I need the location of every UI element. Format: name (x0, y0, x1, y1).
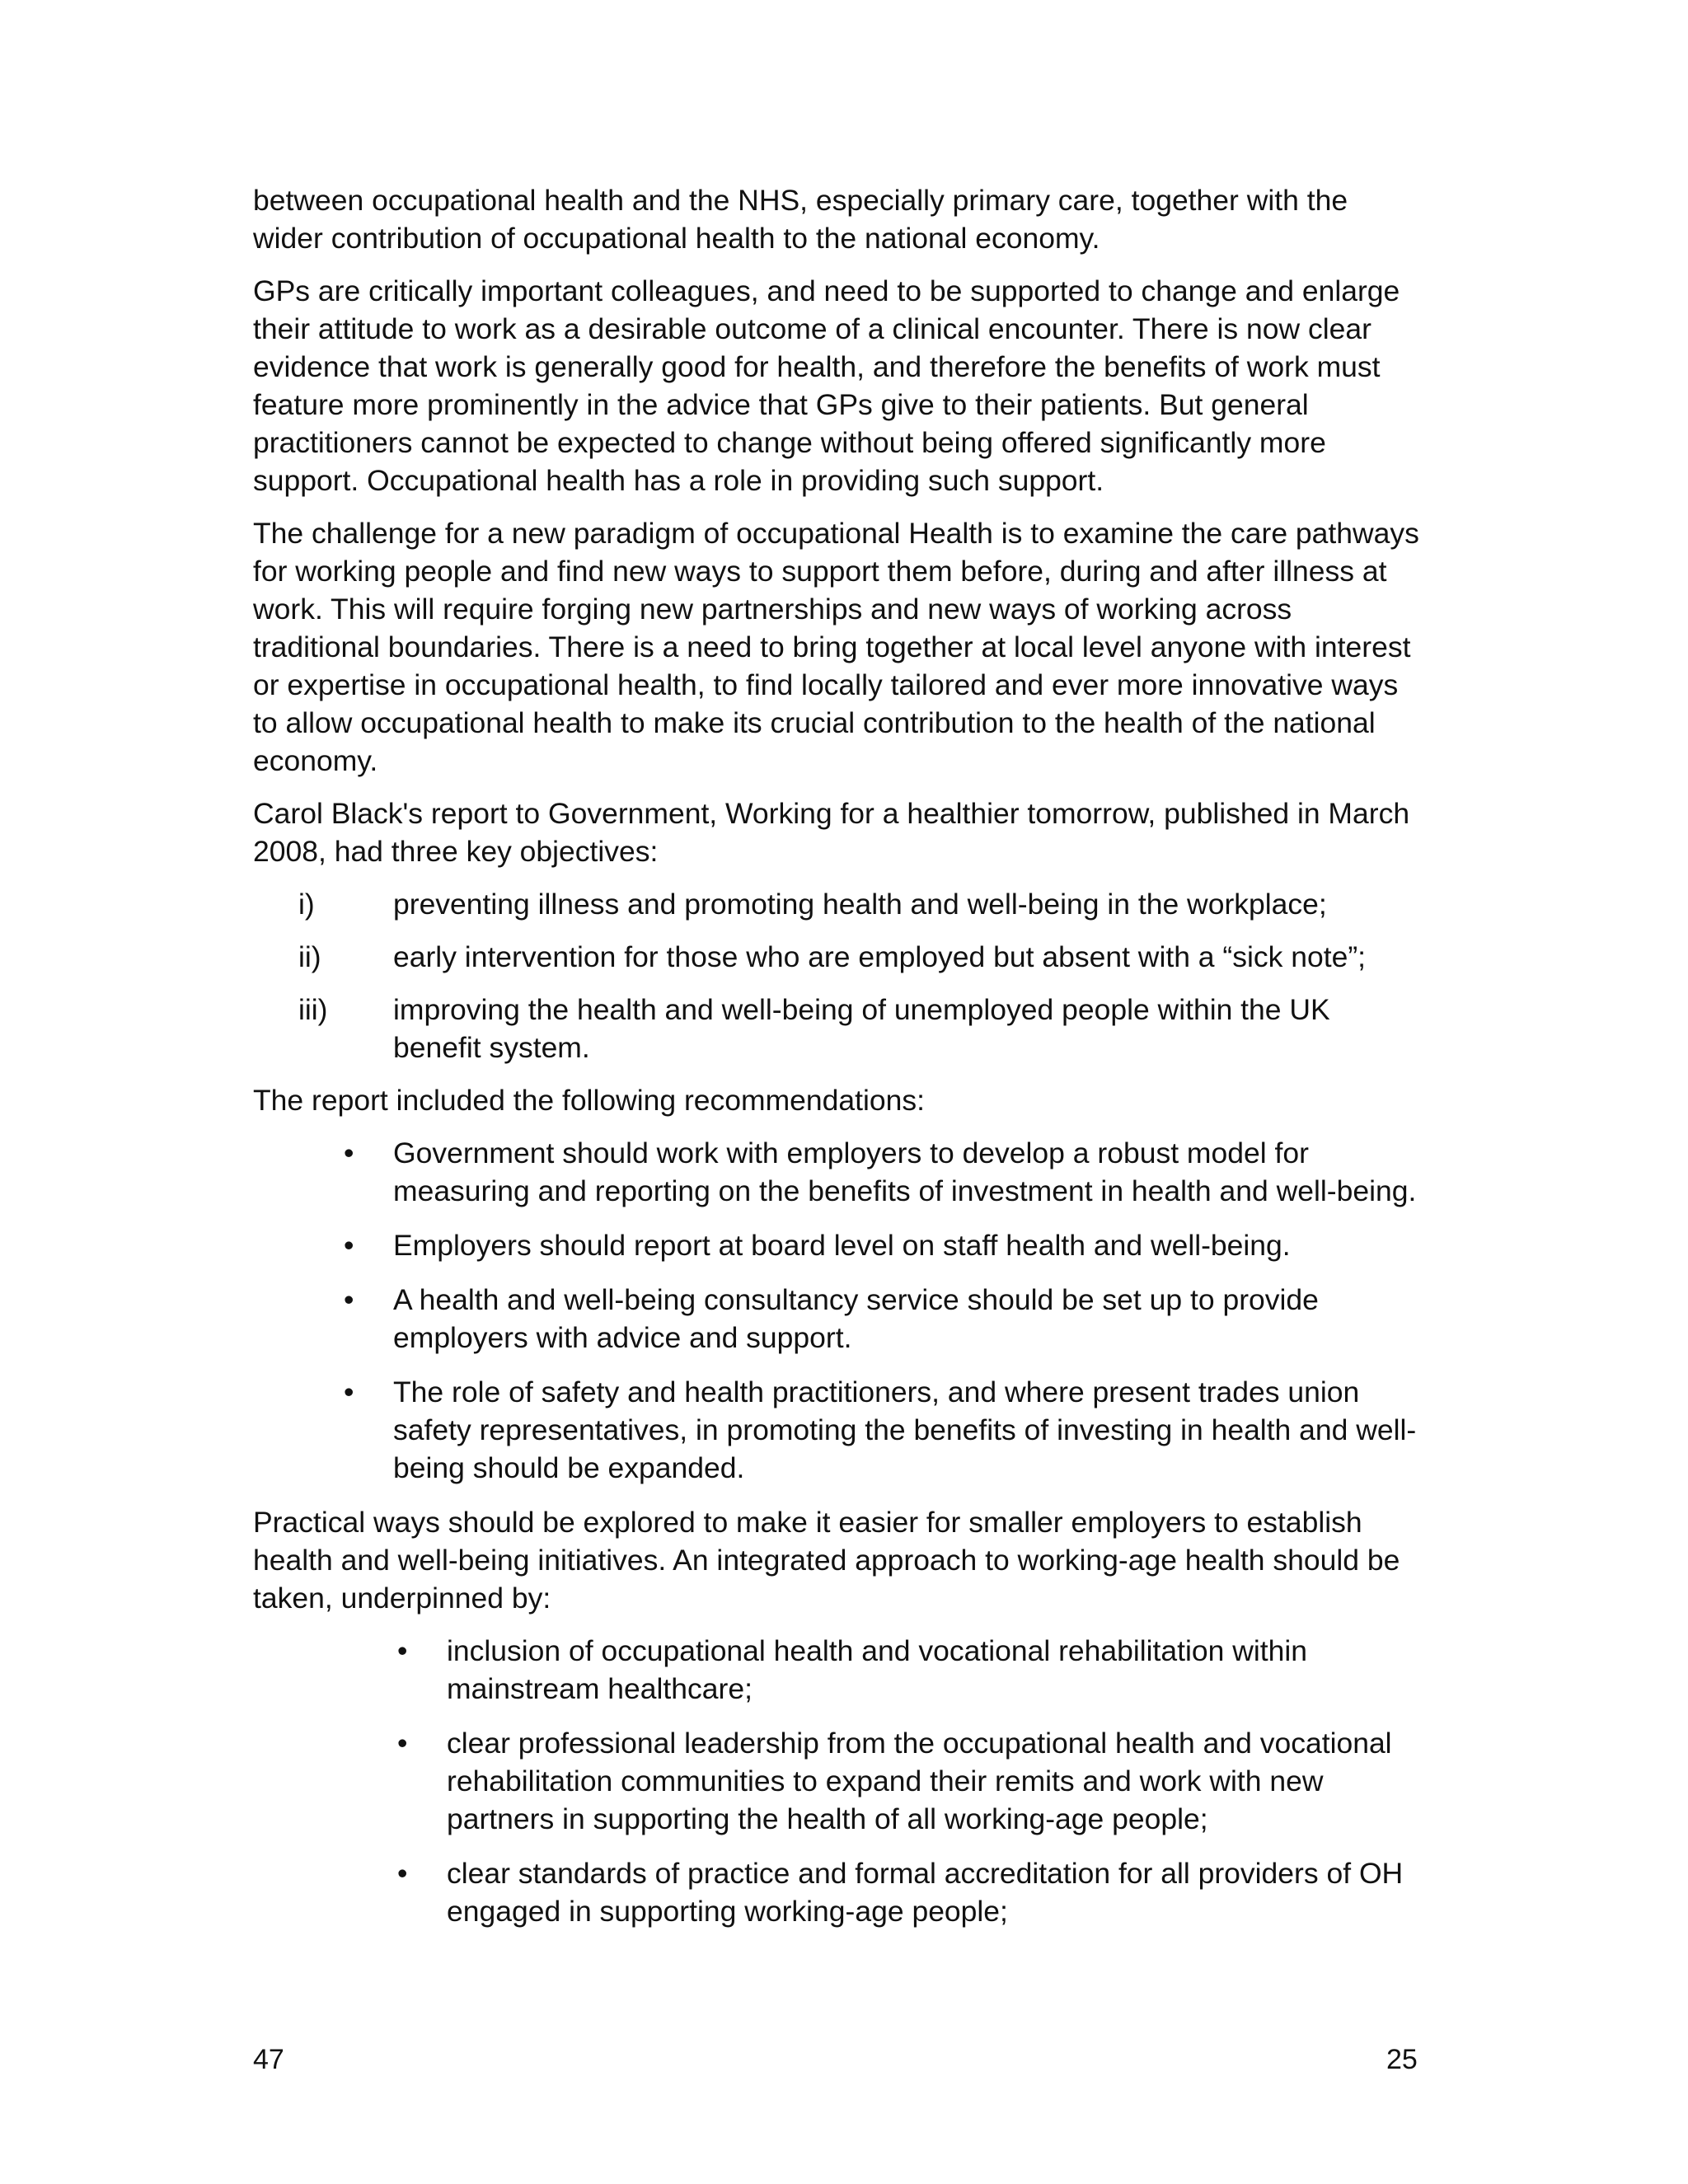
bullet-icon: • (397, 1727, 408, 1760)
list-item (397, 1854, 1423, 1930)
list-item-text: Government should work with employers to develop a robust model for measuring and reporting on the benefits of investment in health and well-being. (393, 1137, 1417, 1207)
document-body (253, 181, 1423, 1947)
recommendations-intro: The report included the following recommendations: (253, 1084, 925, 1117)
underpinned-list (253, 1632, 1423, 1930)
list-item-text: inclusion of occupational health and vocational rehabilitation within mainstream healthcare; (447, 1634, 1307, 1705)
paragraph-challenge: The challenge for a new paradigm of occupational Health is to examine the care pathways for working people and find new ways to support them before, during and after illness at work. This will require forging new partnerships and new ways of working across traditional boundaries. There is a need to bring together at local level anyone with interest or expertise in occupational health, to find locally tailored and ever more innovative ways to allow occupational health to make its crucial contribution to the health of the national economy. (253, 517, 1419, 777)
footer-page-number-right: 25 (1386, 2044, 1418, 2075)
list-item (344, 1281, 1423, 1357)
list-item (253, 991, 1423, 1066)
list-item (344, 1226, 1423, 1264)
paragraph-gps: GPs are critically important colleagues, and need to be supported to change and enlarge their attitude to work as a desirable outcome of a clinical encounter. There is now clear evidence that work is generally good for health, and therefore the benefits of work must feature more prominently in the advice that GPs give to their patients. But general practitioners cannot be expected to change without being offered significantly more support. Occupational health has a role in providing such support. (253, 274, 1400, 497)
list-item-text: early intervention for those who are employed but absent with a “sick note”; (393, 940, 1367, 973)
objectives-list (253, 885, 1423, 1066)
list-item-text: clear standards of practice and formal accreditation for all providers of OH engaged in supporting working-age people; (447, 1857, 1404, 1928)
bullet-icon: • (344, 1137, 354, 1169)
list-item-number: i) (298, 888, 315, 921)
recommendations-list (253, 1134, 1423, 1487)
bullet-icon: • (397, 1857, 408, 1890)
list-item-text: Employers should report at board level on staff health and well-being. (393, 1229, 1291, 1262)
list-item (253, 885, 1423, 923)
list-item (397, 1724, 1423, 1838)
bullet-icon: • (344, 1376, 354, 1408)
list-item (253, 938, 1423, 976)
list-item-text: A health and well-being consultancy service should be set up to provide employers with advice and support. (393, 1283, 1319, 1354)
bullet-icon: • (344, 1283, 354, 1316)
paragraph-continuation: between occupational health and the NHS, especially primary care, together with the wider contribution of occupational health to the national economy. (253, 184, 1348, 255)
footer-page-number-left: 47 (253, 2044, 284, 2075)
list-item-number: iii) (298, 993, 328, 1026)
list-item-text: clear professional leadership from the occupational health and vocational rehabilitation communities to expand their remits and work with new partners in supporting the health of all working-age people; (447, 1727, 1392, 1835)
bullet-icon: • (397, 1634, 408, 1667)
list-item-text: The role of safety and health practitioners, and where present trades union safety representatives, in promoting the benefits of investing in health and well-being should be expanded. (393, 1376, 1417, 1484)
list-item (397, 1632, 1423, 1708)
list-item-number: ii) (298, 940, 321, 973)
list-item-text: improving the health and well-being of unemployed people within the UK benefit system. (393, 993, 1330, 1064)
list-item-text: preventing illness and promoting health and well-being in the workplace; (393, 888, 1327, 921)
paragraph-practical: Practical ways should be explored to make it easier for smaller employers to establish health and well-being initiatives. An integrated approach to working-age health should be taken, underpinned by: (253, 1506, 1400, 1615)
list-item (344, 1373, 1423, 1487)
list-item (344, 1134, 1423, 1210)
bullet-icon: • (344, 1229, 354, 1262)
paragraph-carol-black: Carol Black's report to Government, Working for a healthier tomorrow, published in March 2008, had three key objectives: (253, 797, 1410, 868)
